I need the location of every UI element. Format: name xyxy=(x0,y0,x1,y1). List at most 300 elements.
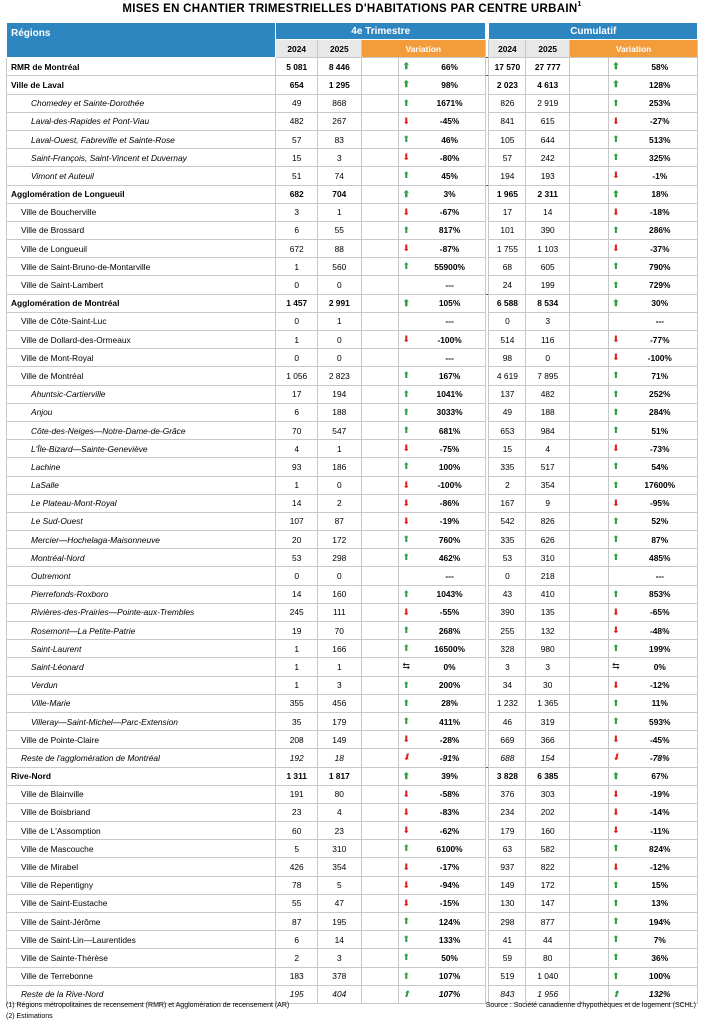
region-name: Le Plateau-Mont-Royal xyxy=(7,494,276,512)
table-row xyxy=(7,512,698,530)
arrow-down-icon: ⬇ xyxy=(612,443,620,454)
spacer-cell xyxy=(361,185,398,203)
cumul-2024-value: 0 xyxy=(489,312,526,330)
spacer-cell xyxy=(361,76,398,94)
quarter-2025-value: 2 823 xyxy=(317,367,361,385)
spacer-cell xyxy=(570,294,609,312)
region-name: Ville de Laval xyxy=(7,76,276,94)
variation-arrow-cell xyxy=(398,949,414,967)
quarter-2025-value: 0 xyxy=(317,349,361,367)
spacer-cell xyxy=(570,258,609,276)
cumul-2024-value: 826 xyxy=(489,94,526,112)
spacer-cell xyxy=(570,130,609,148)
cumul-2024-value: 2 xyxy=(489,476,526,494)
variation-arrow-cell xyxy=(609,658,623,676)
variation-arrow-cell xyxy=(609,985,623,1003)
spacer-cell xyxy=(361,712,398,730)
cumul-variation-value: -12% xyxy=(623,676,698,694)
quarter-2025-value: 195 xyxy=(317,913,361,931)
quarter-2024-value: 5 081 xyxy=(276,58,317,76)
arrow-down-icon: ⬇ xyxy=(612,825,620,836)
cumul-variation-value: -12% xyxy=(623,858,698,876)
variation-arrow-cell xyxy=(398,676,414,694)
quarter-variation-value: 1671% xyxy=(414,94,485,112)
arrow-up-icon: ⬆ xyxy=(612,79,620,90)
spacer-cell xyxy=(570,894,609,912)
variation-arrow-cell xyxy=(398,731,414,749)
spacer-cell xyxy=(570,367,609,385)
variation-arrow-cell xyxy=(398,803,414,821)
arrow-down-icon: ⬇ xyxy=(402,825,411,836)
quarter-2025-value: 704 xyxy=(317,185,361,203)
variation-arrow-cell xyxy=(398,149,414,167)
quarter-variation-value: 107% xyxy=(414,985,485,1003)
quarter-variation-value: -87% xyxy=(414,240,485,258)
spacer-cell xyxy=(570,167,609,185)
variation-arrow-cell xyxy=(398,221,414,239)
quarter-2025-value: 267 xyxy=(317,112,361,130)
arrow-up-icon: ⬆ xyxy=(402,716,411,727)
quarter-variation-value: -45% xyxy=(414,112,485,130)
quarter-variation-value: 462% xyxy=(414,549,485,567)
variation-arrow-cell xyxy=(398,858,414,876)
variation-arrow-cell xyxy=(609,731,623,749)
variation-arrow-cell xyxy=(609,767,623,785)
region-name: LaSalle xyxy=(7,476,276,494)
quarter-2025-value: 3 xyxy=(317,149,361,167)
cumul-2025-value: 1 956 xyxy=(526,985,570,1003)
arrow-down-icon: ⬇ xyxy=(402,788,411,799)
table-row xyxy=(7,294,698,312)
arrow-up-icon: ⬆ xyxy=(612,370,620,381)
quarter-2025-value: 160 xyxy=(317,585,361,603)
arrow-down-icon: ⬇ xyxy=(612,606,620,617)
arrow-up-icon: ⬆ xyxy=(402,370,411,381)
arrow-down-icon: ⬇ xyxy=(612,352,620,363)
arrow-up-icon: ⬆ xyxy=(402,224,411,235)
variation-arrow-cell xyxy=(609,785,623,803)
arrow-down-icon: ⬇ xyxy=(612,861,620,872)
cumul-variation-value: 194% xyxy=(623,913,698,931)
arrow-up-icon: ⬆ xyxy=(402,770,411,781)
region-name: Ville de Saint-Bruno-de-Montarville xyxy=(7,258,276,276)
region-name: Ville de Pointe-Claire xyxy=(7,731,276,749)
cumul-variation-value: -48% xyxy=(623,622,698,640)
variation-arrow-cell xyxy=(609,440,623,458)
table-row xyxy=(7,658,698,676)
quarter-2025-value: 0 xyxy=(317,276,361,294)
quarter-variation-value: 55900% xyxy=(414,258,485,276)
spacer-cell xyxy=(570,694,609,712)
arrow-down-icon: ⬇ xyxy=(402,861,411,872)
table-row xyxy=(7,403,698,421)
arrow-down-icon: ⬇ xyxy=(612,170,620,181)
region-name: Pierrefonds-Roxboro xyxy=(7,585,276,603)
spacer-cell xyxy=(361,731,398,749)
cumul-variation-value: 71% xyxy=(623,367,698,385)
cumul-variation-value: 0% xyxy=(623,658,698,676)
cumul-variation-value: 11% xyxy=(623,694,698,712)
spacer-cell xyxy=(361,221,398,239)
variation-arrow-cell xyxy=(609,385,623,403)
cumul-variation-value: 286% xyxy=(623,221,698,239)
arrow-down-icon: ⬇ xyxy=(402,515,411,526)
quarter-2024-value: 19 xyxy=(276,622,317,640)
arrow-down-icon: ⬇ xyxy=(612,625,620,636)
spacer-cell xyxy=(570,476,609,494)
quarter-2024-value: 51 xyxy=(276,167,317,185)
cumul-2024-value: 43 xyxy=(489,585,526,603)
table-row xyxy=(7,549,698,567)
cumul-variation-value: 15% xyxy=(623,876,698,894)
spacer-cell xyxy=(361,112,398,130)
quarter-2025-value: 14 xyxy=(317,931,361,949)
quarter-2024-value: 654 xyxy=(276,76,317,94)
cumul-2025-value: 218 xyxy=(526,567,570,585)
quarter-2025-value: 80 xyxy=(317,785,361,803)
cumul-2024-value: 1 232 xyxy=(489,694,526,712)
region-name: Rive-Nord xyxy=(7,767,276,785)
spacer-cell xyxy=(361,603,398,621)
region-name: Ville de Boisbriand xyxy=(7,803,276,821)
arrow-down-icon: ⬇ xyxy=(612,806,620,817)
quarter-variation-value: 167% xyxy=(414,367,485,385)
spacer-cell xyxy=(570,585,609,603)
cumul-variation-value: 87% xyxy=(623,531,698,549)
cumul-2024-value: 514 xyxy=(489,331,526,349)
footnote-1: (1) Régions métropolitaines de recensement (RMR) et Agglomération de recensement (AR) xyxy=(6,1002,290,1009)
cumul-2024-value: 53 xyxy=(489,549,526,567)
arrow-up-icon: ⬆ xyxy=(402,843,411,854)
spacer-cell xyxy=(361,985,398,1003)
region-name: Ahuntsic-Cartierville xyxy=(7,385,276,403)
quarter-2024-value: 0 xyxy=(276,349,317,367)
quarter-variation-value: 268% xyxy=(414,622,485,640)
quarter-2024-value: 0 xyxy=(276,276,317,294)
variation-arrow-cell xyxy=(609,185,623,203)
arrow-up-icon: ⬆ xyxy=(612,588,620,599)
variation-arrow-cell xyxy=(609,967,623,985)
arrow-up-icon: ⬆ xyxy=(612,552,620,563)
table-row xyxy=(7,58,698,76)
quarter-variation-value: 28% xyxy=(414,694,485,712)
variation-arrow-cell xyxy=(398,421,414,439)
cumul-2025-value: 319 xyxy=(526,712,570,730)
table-row xyxy=(7,749,698,767)
quarter-variation-value: -15% xyxy=(414,894,485,912)
spacer-cell xyxy=(361,331,398,349)
region-name: Ville de L'Assomption xyxy=(7,822,276,840)
variation-arrow-cell xyxy=(398,58,414,76)
cumul-2025-value: 310 xyxy=(526,549,570,567)
spacer-cell xyxy=(361,767,398,785)
variation-arrow-cell xyxy=(398,549,414,567)
spacer-cell xyxy=(361,658,398,676)
variation-arrow-cell xyxy=(398,913,414,931)
quarter-variation-value: -94% xyxy=(414,876,485,894)
variation-arrow-cell xyxy=(609,585,623,603)
spacer-cell xyxy=(361,749,398,767)
cumul-variation-value: 51% xyxy=(623,421,698,439)
region-name: Ville de Blainville xyxy=(7,785,276,803)
variation-arrow-cell xyxy=(609,622,623,640)
arrow-down-icon: ⬇ xyxy=(612,788,620,799)
cumul-variation-value: 485% xyxy=(623,549,698,567)
arrow-down-icon: ⬇ xyxy=(402,734,411,745)
quarter-2025-value: 547 xyxy=(317,421,361,439)
cumul-year2-header: 2025 xyxy=(526,40,570,58)
region-name: Ville de Terrebonne xyxy=(7,967,276,985)
quarter-variation-value: 681% xyxy=(414,421,485,439)
quarter-variation-value: 105% xyxy=(414,294,485,312)
quarter-2024-value: 35 xyxy=(276,712,317,730)
arrow-up-icon: ⬆ xyxy=(612,697,620,708)
arrow-down-icon: ⬇ xyxy=(402,752,411,763)
arrow-up-icon: ⬆ xyxy=(612,61,620,72)
quarter-variation-value: --- xyxy=(414,349,485,367)
variation-arrow-cell xyxy=(398,749,414,767)
table-row xyxy=(7,312,698,330)
quarter-2024-value: 57 xyxy=(276,130,317,148)
variation-arrow-cell xyxy=(398,294,414,312)
arrow-up-icon: ⬆ xyxy=(612,297,620,308)
quarter-variation-value: -83% xyxy=(414,803,485,821)
quarter-2025-value: 560 xyxy=(317,258,361,276)
quarter-variation-value: -100% xyxy=(414,331,485,349)
housing-starts-table xyxy=(6,22,698,1004)
arrow-up-icon: ⬆ xyxy=(402,916,411,927)
variation-arrow-cell xyxy=(609,167,623,185)
spacer-cell xyxy=(361,585,398,603)
cumul-2024-value: 24 xyxy=(489,276,526,294)
spacer-cell xyxy=(570,531,609,549)
cumul-variation-value: 13% xyxy=(623,894,698,912)
region-name: Saint-Léonard xyxy=(7,658,276,676)
region-name: Ville-Marie xyxy=(7,694,276,712)
cumul-2025-value: 242 xyxy=(526,149,570,167)
spacer-cell xyxy=(361,822,398,840)
cumul-variation-value: 729% xyxy=(623,276,698,294)
cumul-variation-value: -77% xyxy=(623,331,698,349)
spacer-cell xyxy=(361,276,398,294)
spacer-cell xyxy=(361,385,398,403)
region-name: Verdun xyxy=(7,676,276,694)
quarter-variation-header: Variation xyxy=(361,40,485,58)
cumul-2025-value: 984 xyxy=(526,421,570,439)
table-row xyxy=(7,949,698,967)
table-row xyxy=(7,221,698,239)
table-row xyxy=(7,640,698,658)
quarter-2024-value: 93 xyxy=(276,458,317,476)
variation-arrow-cell xyxy=(609,931,623,949)
spacer-cell xyxy=(570,203,609,221)
cumul-2024-value: 653 xyxy=(489,421,526,439)
spacer-cell xyxy=(361,294,398,312)
arrow-up-icon: ⬆ xyxy=(402,79,411,90)
quarter-group-header: 4e Trimestre xyxy=(276,23,486,40)
quarter-variation-value: --- xyxy=(414,276,485,294)
quarter-variation-value: 760% xyxy=(414,531,485,549)
cumul-variation-value: 824% xyxy=(623,840,698,858)
cumul-2024-value: 1 965 xyxy=(489,185,526,203)
cumul-2025-value: 7 895 xyxy=(526,367,570,385)
variation-arrow-cell xyxy=(609,749,623,767)
arrow-down-icon: ⬇ xyxy=(402,479,411,490)
quarter-variation-value: 46% xyxy=(414,130,485,148)
quarter-2025-value: 23 xyxy=(317,822,361,840)
cumul-2025-value: 626 xyxy=(526,531,570,549)
cumul-2024-value: 101 xyxy=(489,221,526,239)
quarter-2024-value: 208 xyxy=(276,731,317,749)
arrow-up-icon: ⬆ xyxy=(612,261,620,272)
variation-arrow-cell xyxy=(398,458,414,476)
spacer-cell xyxy=(361,240,398,258)
variation-arrow-cell xyxy=(398,822,414,840)
spacer-cell xyxy=(361,440,398,458)
region-name: Lachine xyxy=(7,458,276,476)
arrow-up-icon: ⬆ xyxy=(402,552,411,563)
spacer-cell xyxy=(361,622,398,640)
cumul-variation-value: -18% xyxy=(623,203,698,221)
arrow-up-icon: ⬆ xyxy=(402,188,411,199)
region-name: Villeray—Saint-Michel—Parc-Extension xyxy=(7,712,276,730)
region-name: Ville de Brossard xyxy=(7,221,276,239)
cumul-2024-value: 6 588 xyxy=(489,294,526,312)
variation-arrow-cell xyxy=(398,331,414,349)
cumul-variation-value: -1% xyxy=(623,167,698,185)
variation-arrow-cell xyxy=(398,312,414,330)
quarter-variation-value: 45% xyxy=(414,167,485,185)
table-row xyxy=(7,676,698,694)
spacer-cell xyxy=(361,640,398,658)
arrow-up-icon: ⬆ xyxy=(402,625,411,636)
spacer-cell xyxy=(361,931,398,949)
quarter-2025-value: 179 xyxy=(317,712,361,730)
quarter-2025-value: 5 xyxy=(317,876,361,894)
arrow-up-icon: ⬆ xyxy=(612,188,620,199)
variation-arrow-cell xyxy=(398,112,414,130)
table-row xyxy=(7,94,698,112)
quarter-variation-value: 107% xyxy=(414,967,485,985)
quarter-2025-value: 47 xyxy=(317,894,361,912)
arrow-down-icon: ⬇ xyxy=(612,734,620,745)
spacer-cell xyxy=(361,476,398,494)
spacer-cell xyxy=(570,185,609,203)
variation-arrow-cell xyxy=(398,931,414,949)
table-row xyxy=(7,567,698,585)
variation-arrow-cell xyxy=(398,567,414,585)
spacer-cell xyxy=(570,440,609,458)
cumul-2025-value: 303 xyxy=(526,785,570,803)
cumul-2025-value: 172 xyxy=(526,876,570,894)
regions-header: Régions xyxy=(7,23,276,58)
spacer-cell xyxy=(361,203,398,221)
cumul-2024-value: 1 755 xyxy=(489,240,526,258)
cumul-variation-value: 54% xyxy=(623,458,698,476)
arrow-down-icon: ⬇ xyxy=(402,497,411,508)
quarter-variation-value: 411% xyxy=(414,712,485,730)
spacer-cell xyxy=(361,512,398,530)
cumul-2024-value: 179 xyxy=(489,822,526,840)
spacer-cell xyxy=(361,149,398,167)
quarter-2024-value: 0 xyxy=(276,567,317,585)
spacer-cell xyxy=(570,858,609,876)
cumul-2024-value: 149 xyxy=(489,876,526,894)
variation-arrow-cell xyxy=(609,276,623,294)
variation-arrow-cell xyxy=(609,112,623,130)
cumul-2024-value: 335 xyxy=(489,458,526,476)
cumul-2025-value: 44 xyxy=(526,931,570,949)
region-name: RMR de Montréal xyxy=(7,58,276,76)
spacer-cell xyxy=(361,694,398,712)
arrow-up-icon: ⬆ xyxy=(402,643,411,654)
cumul-variation-value: 199% xyxy=(623,640,698,658)
arrow-up-icon: ⬆ xyxy=(612,934,620,945)
arrow-up-icon: ⬆ xyxy=(612,643,620,654)
table-row xyxy=(7,803,698,821)
quarter-variation-value: 124% xyxy=(414,913,485,931)
cumul-2024-value: 49 xyxy=(489,403,526,421)
spacer-cell xyxy=(570,767,609,785)
quarter-2025-value: 149 xyxy=(317,731,361,749)
quarter-2024-value: 191 xyxy=(276,785,317,803)
quarter-2025-value: 1 xyxy=(317,658,361,676)
cumul-2024-value: 194 xyxy=(489,167,526,185)
quarter-2025-value: 0 xyxy=(317,331,361,349)
region-name: Rivières-des-Prairies—Pointe-aux-Trembles xyxy=(7,603,276,621)
quarter-2024-value: 15 xyxy=(276,149,317,167)
spacer-cell xyxy=(361,858,398,876)
cumul-2025-value: 27 777 xyxy=(526,58,570,76)
cumul-variation-value: 325% xyxy=(623,149,698,167)
cumul-2025-value: 482 xyxy=(526,385,570,403)
cumul-2025-value: 390 xyxy=(526,221,570,239)
arrow-up-icon: ⬆ xyxy=(402,425,411,436)
quarter-2024-value: 4 xyxy=(276,440,317,458)
table-row xyxy=(7,421,698,439)
arrow-down-icon: ⬇ xyxy=(402,206,411,217)
quarter-2024-value: 5 xyxy=(276,840,317,858)
cumul-variation-value: 128% xyxy=(623,76,698,94)
spacer-cell xyxy=(570,567,609,585)
variation-arrow-cell xyxy=(609,130,623,148)
quarter-variation-value: 16500% xyxy=(414,640,485,658)
spacer-cell xyxy=(570,603,609,621)
cumul-2025-value: 1 365 xyxy=(526,694,570,712)
cumul-group-header: Cumulatif xyxy=(489,23,698,40)
spacer-cell xyxy=(570,822,609,840)
region-name: Ville de Saint-Eustache xyxy=(7,894,276,912)
quarter-variation-value: -62% xyxy=(414,822,485,840)
quarter-2025-value: 404 xyxy=(317,985,361,1003)
quarter-2025-value: 111 xyxy=(317,603,361,621)
cumul-variation-value: -73% xyxy=(623,440,698,458)
cumul-2025-value: 4 613 xyxy=(526,76,570,94)
quarter-2025-value: 70 xyxy=(317,622,361,640)
cumul-2025-value: 877 xyxy=(526,913,570,931)
cumul-variation-value: -27% xyxy=(623,112,698,130)
variation-arrow-cell xyxy=(398,76,414,94)
quarter-variation-value: -75% xyxy=(414,440,485,458)
variation-arrow-cell xyxy=(609,458,623,476)
quarter-2024-value: 195 xyxy=(276,985,317,1003)
table-row xyxy=(7,458,698,476)
variation-arrow-cell xyxy=(609,421,623,439)
variation-arrow-cell xyxy=(398,476,414,494)
cumul-2024-value: 137 xyxy=(489,385,526,403)
spacer-cell xyxy=(570,403,609,421)
region-name: Ville de Sainte-Thérèse xyxy=(7,949,276,967)
